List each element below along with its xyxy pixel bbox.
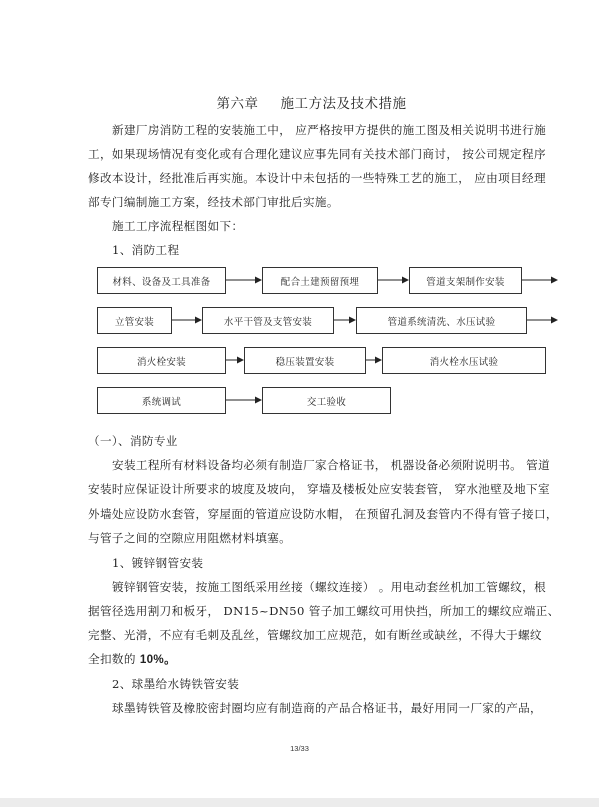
sub1-heading: 1、镀锌钢管安装	[112, 556, 204, 570]
chapter-number: 第六章	[216, 96, 259, 112]
sub1-line-2: 据管径选用割刀和板牙， DN15~DN50 管子加工螺纹可用快挡，所加工的螺纹应端正、	[88, 604, 560, 618]
sub1-line-4	[88, 651, 528, 668]
section-line-4: 与管子之间的空隙应用阻燃材料填塞。	[88, 531, 292, 545]
section-line-2: 安装时应保证设计所要求的坡度及坡向， 穿墙及楼板处应安装套管， 穿水池壁及地下室	[88, 482, 550, 496]
sub1-last-value: 10%。	[139, 653, 177, 666]
flow-box-pipe-support: 管道支架制作安装	[409, 267, 522, 294]
flow-box-flush-pressure-test: 管道系统清洗、水压试验	[356, 307, 527, 334]
flow-box-riser-install: 立管安装	[97, 307, 172, 334]
chapter-name: 施工方法及技术措施	[280, 96, 407, 112]
section-line-1: 安装工程所有材料设备均必须有制造厂家合格证书， 机器设备必须附说明书。 管道	[112, 458, 551, 472]
sub1-last-prefix: 全扣数的	[88, 652, 140, 666]
flow-box-pressure-stabilizer: 稳压装置安装	[244, 347, 366, 374]
flow-box-material-prep: 材料、设备及工具准备	[97, 267, 226, 294]
flow-box-main-branch-pipe: 水平干管及支管安装	[202, 307, 334, 334]
flow-box-handover: 交工验收	[262, 387, 391, 414]
intro-line-4: 部专门编制施工方案，经技术部门审批后实施。	[88, 195, 339, 209]
flow-box-embed-cooperation: 配合土建预留预埋	[262, 267, 378, 294]
sub2-line-1: 球墨铸铁管及橡胶密封圈均应有制造商的产品合格证书，最好用同一厂家的产品，	[112, 701, 542, 715]
flow-box-system-debug: 系统调试	[97, 387, 226, 414]
page-number: 13/33	[290, 744, 309, 753]
flow-box-hydrant-pressure-test: 消火栓水压试验	[382, 347, 546, 374]
section-title: （一）、消防专业	[88, 434, 178, 448]
sub1-line-1: 镀锌钢管安装，按施工图纸采用丝接（螺纹连接） 。用电动套丝机加工管螺纹，根	[112, 580, 547, 594]
sub2-heading: 2、球墨给水铸铁管安装	[112, 677, 240, 691]
flow-box-hydrant-install: 消火栓安装	[97, 347, 226, 374]
section-line-3: 外墙处应设防水套管，穿屋面的管道应设防水帽， 在预留孔洞及套管内不得有管子接口，	[88, 507, 558, 521]
sub1-line-3: 完整、光滑，不应有毛刺及乱丝，管螺纹加工应规范，如有断丝或缺丝，不得大于螺纹	[88, 628, 542, 642]
flow-heading: 1、消防工程	[112, 243, 180, 257]
intro-line-1: 新建厂房消防工程的安装施工中， 应严格按甲方提供的施工图及相关说明书进行施	[112, 123, 547, 137]
flow-intro: 施工工序流程框图如下：	[112, 219, 244, 233]
intro-line-2: 工，如果现场情况有变化或有合理化建议应事先同有关技术部门商讨， 按公司规定程序	[88, 147, 546, 161]
intro-line-3: 修改本设计，经批准后再实施。本设计中未包括的一些特殊工艺的施工， 应由项目经理	[88, 171, 546, 185]
